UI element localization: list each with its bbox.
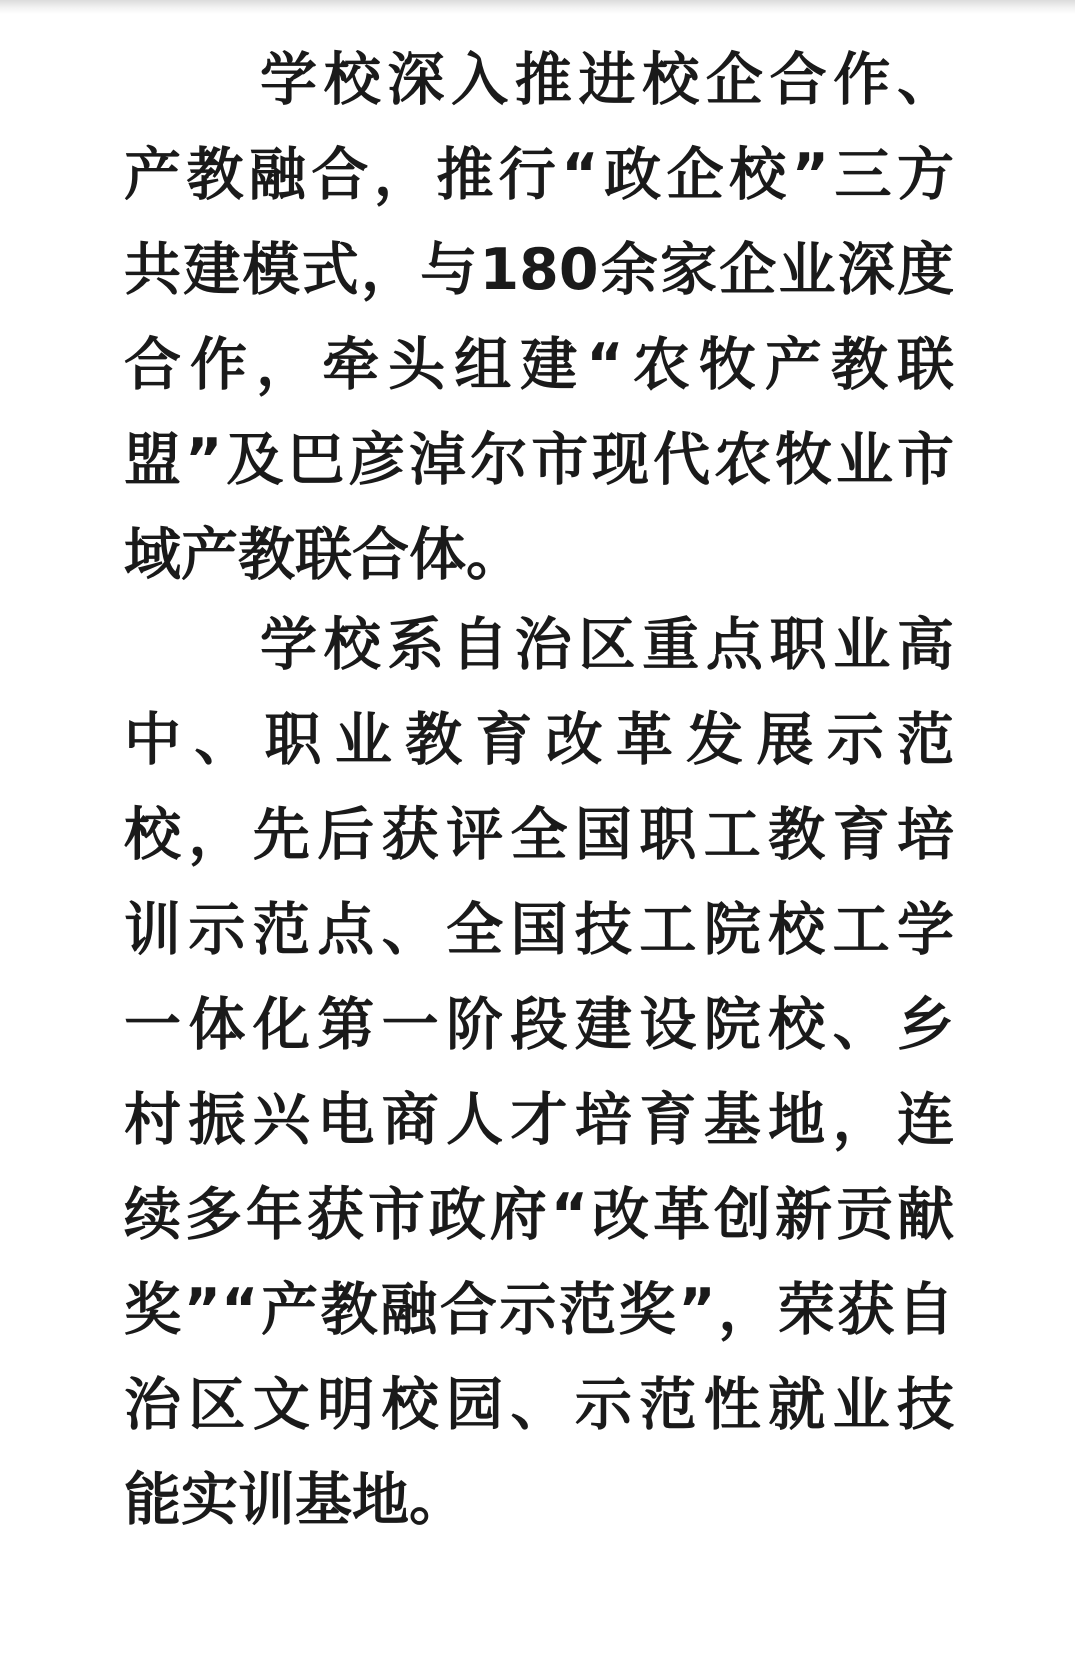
paragraph-line: 共建模式，与180余家企业深度: [124, 237, 954, 303]
paragraph-line: 合作，牵头组建“农牧产教联: [124, 332, 954, 398]
paragraph-line: 治区文明校园、示范性就业技: [124, 1372, 954, 1438]
paragraph-line: 能实训基地。: [124, 1467, 466, 1533]
paragraph-line: 学校深入推进校企合作、: [260, 47, 954, 113]
paragraph-line: 训示范点、全国技工院校工学: [124, 897, 954, 963]
paragraph-line: 校，先后获评全国职工教育培: [124, 802, 954, 868]
paragraph-line: 奖”“产教融合示范奖”，荣获自: [124, 1277, 954, 1343]
paragraph-line: 域产教联合体。: [124, 522, 523, 588]
paragraph-line: 一体化第一阶段建设院校、乡: [124, 992, 954, 1058]
paragraph-line: 续多年获市政府“改革创新贡献: [124, 1182, 954, 1248]
paragraph-line: 村振兴电商人才培育基地，连: [124, 1087, 954, 1153]
paragraph-line: 学校系自治区重点职业高: [260, 612, 954, 678]
paragraph-line: 产教融合，推行“政企校”三方: [124, 142, 954, 208]
paragraph-line: 中、职业教育改革发展示范: [124, 707, 954, 773]
paragraph-line: 盟”及巴彦淖尔市现代农牧业市: [124, 427, 954, 493]
